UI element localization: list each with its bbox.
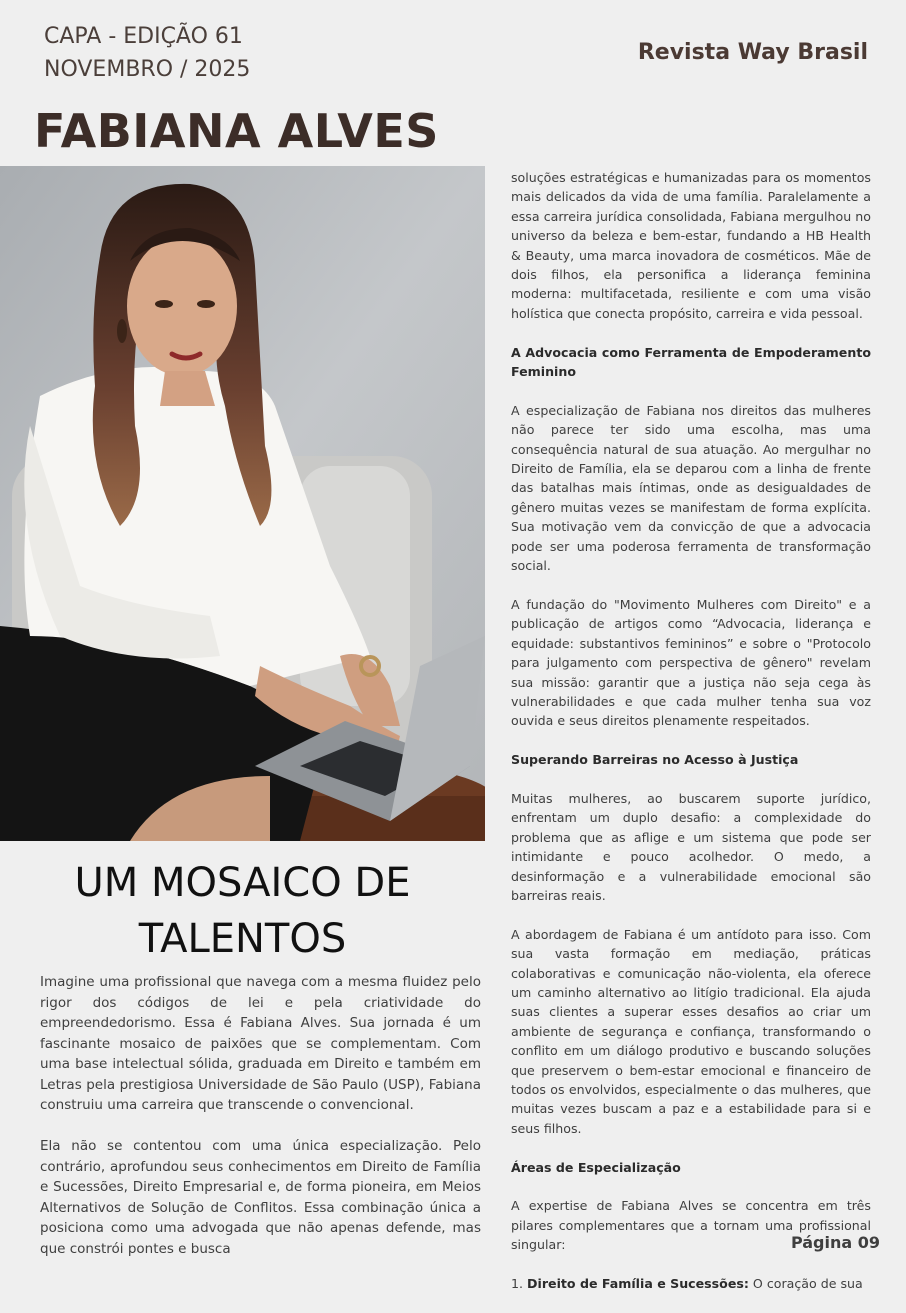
list-item xyxy=(511,1274,871,1293)
left-column xyxy=(40,972,481,1280)
cover-photo xyxy=(0,166,485,841)
main-heading-line2: TALENTOS xyxy=(138,916,347,962)
right-paragraph-3: A fundação do "Movimento Mulheres com Direito" e a publicação de artigos como “Advocacia, liderança e equidade: substantivos femininos” e sobre o "Protocolo para julgamento com perspectiva de gênero" revelam sua missão: garantir que a justiça não seja cega às vulnerabilidades e que cada mulher tenha sua voz ouvida e seus direitos plenamente respeitados. xyxy=(511,596,871,729)
section-heading-areas: Áreas de Especialização xyxy=(511,1159,681,1175)
portrait-illustration xyxy=(0,166,485,841)
page-number: Página 09 xyxy=(790,1233,880,1252)
left-paragraph-2: Ela não se contentou com uma única especialização. Pelo contrário, aprofundou seus conhecimentos em Direito de Família e Sucessões, Direito Empresarial e, de forma pioneira, em Meios Alternativos de Solução de Conflitos. Essa combinação única a posiciona como uma advogada que não apenas defende, mas que constrói pontes e busca xyxy=(40,1138,481,1257)
list-item-text: O coração de sua xyxy=(752,1276,863,1292)
section-heading-advocacia: A Advocacia como Ferramenta de Empoderamento Feminino xyxy=(511,344,871,380)
section-heading-barreiras: Superando Barreiras no Acesso à Justiça xyxy=(511,752,799,768)
main-heading xyxy=(40,855,445,967)
right-paragraph-4: Muitas mulheres, ao buscarem suporte jurídico, enfrentam um duplo desafio: a complexidade do problema que as aflige e um sistema que pode ser intimidante e pouco acolhedor. O medo, a desinformação e a vulnerabilidade emocional são barreiras reais. xyxy=(511,790,871,903)
list-number: 1. xyxy=(511,1276,524,1292)
list-item-title: Direito de Família e Sucessões: xyxy=(527,1276,749,1292)
right-paragraph-5: A abordagem de Fabiana é um antídoto para isso. Com sua vasta formação em mediação, práticas colaborativas e comunicação não-violenta, ela oferece um caminho alternativo ao litígio tradicional. Ela ajuda suas clientes a superar esses desafios ao criar um ambiente de segurança e confiança, transformando o conflito em um diálogo produtivo e buscando soluções que preservem o bem-estar emocional e financeiro de todos os envolvidos, especialmente o das mulheres, que muitas vezes buscam a paz e a estabilidade para si e seus filhos. xyxy=(511,926,871,1136)
main-heading-line1: UM MOSAICO DE xyxy=(74,860,411,906)
right-paragraph-2: A especialização de Fabiana nos direitos das mulheres não parece ter sido uma escolha, mas uma consequência natural de sua atuação. Ao mergulhar no Direito de Família, ela se deparou com a linha de frente das batalhas mais íntimas, onde as desigualdades de gênero muitas vezes se manifestam de forma explícita. Sua motivação vem da convicção de que a advocacia pode ser uma poderosa ferramenta de transformação social. xyxy=(511,402,871,574)
left-paragraph-1: Imagine uma profissional que navega com a mesma fluidez pelo rigor dos códigos de lei e pela criatividade do empreendedorismo. Essa é Fabiana Alves. Sua jornada é um fascinante mosaico de paixões que se complementam. Com uma base intelectual sólida, graduada em Direito e também em Letras pela prestigiosa Universidade de São Paulo (USP), Fabiana construiu uma carreira que transcende o convencional. xyxy=(40,974,481,1113)
issue-date: NOVEMBRO / 2025 xyxy=(44,57,251,82)
right-paragraph-6: A expertise de Fabiana Alves se concentra em três pilares complementares que a tornam uma profissional singular: xyxy=(511,1198,871,1253)
cover-name: FABIANA ALVES xyxy=(34,104,439,158)
right-paragraph-1: soluções estratégicas e humanizadas para os momentos mais delicados da vida de uma família. Paralelamente a essa carreira jurídica consolidada, Fabiana mergulhou no universo da beleza e bem-estar, fundando a HB Health & Beauty, uma marca inovadora de cosméticos. Mãe de dois filhos, ela personifica a liderança feminina moderna: multifacetada, resiliente e com uma visão holística que conecta propósito, carreira e vida pessoal. xyxy=(511,170,871,321)
issue-label: CAPA - EDIÇÃO 61 xyxy=(44,24,243,49)
right-column xyxy=(511,168,871,1313)
magazine-name: Revista Way Brasil xyxy=(637,40,868,65)
